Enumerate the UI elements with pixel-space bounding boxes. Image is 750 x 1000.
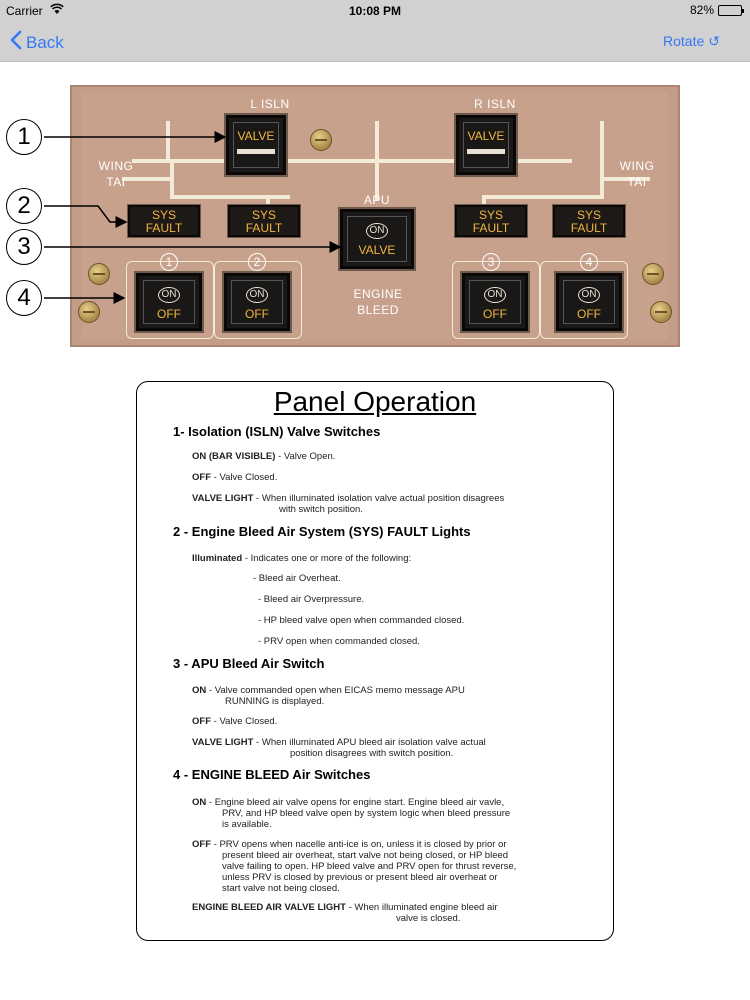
sys-text: SYS [151, 208, 176, 222]
off-light: OFF [577, 307, 601, 321]
engine-number-3: 3 [482, 253, 500, 271]
off-light: OFF [157, 307, 181, 321]
text: - Valve commanded open when EICAS memo message APU [206, 685, 465, 696]
s4-ebav-light-cont: valve is closed. [396, 913, 461, 924]
s1-valve-light [192, 493, 504, 504]
s2-bullet-3: - HP bleed valve open when commanded closed. [258, 615, 465, 626]
section-1-heading: 1- Isolation (ISLN) Valve Switches [173, 424, 381, 439]
key: ON [192, 797, 207, 808]
sys-text: SYS [478, 208, 503, 222]
section-3-heading: 3 - APU Bleed Air Switch [173, 656, 325, 671]
key: ON (BAR VISIBLE) [192, 451, 276, 462]
s2-illuminated [192, 553, 411, 564]
section-2-heading: 2 - Engine Bleed Air System (SYS) FAULT Lights [173, 524, 471, 539]
battery-percent: 82% [689, 3, 714, 17]
chevron-left-icon [10, 30, 22, 55]
rotate-button[interactable] [663, 33, 720, 50]
s3-valve-light [192, 737, 486, 748]
text: - Valve Open. [275, 451, 336, 462]
apu-label: APU [363, 193, 391, 207]
wing-tai-right-2: TAI [627, 175, 647, 189]
valve-light: VALVE [467, 129, 505, 143]
s2-bullet-1: - Bleed air Overheat. [253, 573, 341, 584]
callout-4: 4 [6, 280, 42, 316]
callout-3: 3 [6, 229, 42, 265]
wing-tai-left-1: WING [98, 159, 134, 173]
text: - Engine bleed air valve opens for engine start. Engine bleed air vavle, [206, 797, 505, 808]
s4-off-cont-2: valve failing to open. HP bleed valve and PRV open for thrust reverse, [222, 861, 517, 872]
panel-operation-card [136, 381, 614, 941]
fault-text: FAULT [145, 221, 183, 235]
fault-text: FAULT [245, 221, 283, 235]
sys-text: SYS [576, 208, 601, 222]
s3-off [192, 716, 277, 727]
valve-light: VALVE [358, 243, 396, 257]
r-isln-label: R ISLN [474, 97, 516, 111]
battery-icon [718, 5, 742, 16]
engine-number-2: 2 [248, 253, 266, 271]
bleed-panel-diagram [0, 80, 750, 360]
key: OFF [192, 839, 211, 850]
back-label: Back [26, 32, 64, 52]
fault-text: FAULT [472, 221, 510, 235]
engine-label: ENGINE [353, 287, 403, 301]
text: - Valve Closed. [211, 472, 278, 483]
callout-2: 2 [6, 188, 42, 224]
wing-tai-left-2: TAI [106, 175, 126, 189]
text: - When illuminated APU bleed air isolation valve actual [253, 737, 486, 748]
card-title: Panel Operation [273, 386, 477, 417]
section-4-heading: 4 - ENGINE BLEED Air Switches [173, 767, 371, 782]
s1-on [192, 451, 335, 462]
s4-off-cont-1: present bleed air overheat, start valve not being closed, or HP bleed [222, 850, 509, 861]
text: - When illuminated isolation valve actual position disagrees [253, 493, 505, 504]
text: - PRV opens when nacelle anti-ice is on, unless it is closed by prior or [211, 839, 507, 850]
key: VALVE LIGHT [192, 737, 254, 748]
key: ENGINE BLEED AIR VALVE LIGHT [192, 902, 346, 913]
bleed-label: BLEED [357, 303, 399, 317]
s1-valve-light-cont: with switch position. [279, 504, 363, 515]
text: - Indicates one or more of the following: [242, 553, 412, 564]
sys-text: SYS [251, 208, 276, 222]
key: ON [192, 685, 207, 696]
on-indicator: ON [366, 223, 388, 239]
l-isln-label: L ISLN [250, 97, 290, 111]
on-indicator: ON [484, 287, 506, 303]
key: Illuminated [192, 553, 243, 564]
on-indicator: ON [158, 287, 180, 303]
s2-bullet-2: - Bleed air Overpressure. [258, 594, 365, 605]
engine-number-4: 4 [580, 253, 598, 271]
back-button[interactable] [10, 30, 64, 55]
s4-on-cont-1: PRV, and HP bleed valve open by system logic when bleed pressure [222, 808, 511, 819]
key: OFF [192, 472, 211, 483]
key: VALVE LIGHT [192, 493, 254, 504]
callout-1: 1 [6, 119, 42, 155]
s2-bullet-4: - PRV open when commanded closed. [258, 636, 420, 647]
s4-on-cont-2: is available. [222, 819, 272, 830]
s3-on [192, 685, 465, 696]
text: - Valve Closed. [211, 716, 278, 727]
callout-arrows [0, 80, 750, 360]
on-indicator: ON [246, 287, 268, 303]
off-light: OFF [483, 307, 507, 321]
off-light: OFF [245, 307, 269, 321]
text: - When illuminated engine bleed air [345, 902, 498, 913]
s4-off-cont-4: start valve not being closed. [222, 883, 340, 894]
s1-off [192, 472, 277, 483]
fault-text: FAULT [570, 221, 608, 235]
s4-off [192, 839, 507, 850]
wing-tai-right-1: WING [619, 159, 655, 173]
s4-off-cont-3: unless PRV is closed by previous or present bleed air overheat or [222, 872, 498, 883]
rotate-label: Rotate [663, 33, 705, 49]
engine-number-1: 1 [160, 253, 178, 271]
s3-on-cont: RUNNING is displayed. [225, 696, 325, 707]
on-indicator: ON [578, 287, 600, 303]
s4-on [192, 797, 504, 808]
clock: 10:08 PM [348, 4, 402, 18]
s3-valve-light-cont: position disagrees with switch position. [290, 748, 454, 759]
callout-line-2 [44, 206, 126, 222]
rotate-icon: ↺ [708, 33, 720, 49]
key: OFF [192, 716, 211, 727]
status-bar [0, 0, 750, 22]
valve-light: VALVE [237, 129, 275, 143]
s4-ebav-light [192, 902, 498, 913]
carrier-label: Carrier [6, 4, 43, 18]
battery-indicator [690, 3, 742, 17]
navigation-bar [0, 22, 750, 62]
